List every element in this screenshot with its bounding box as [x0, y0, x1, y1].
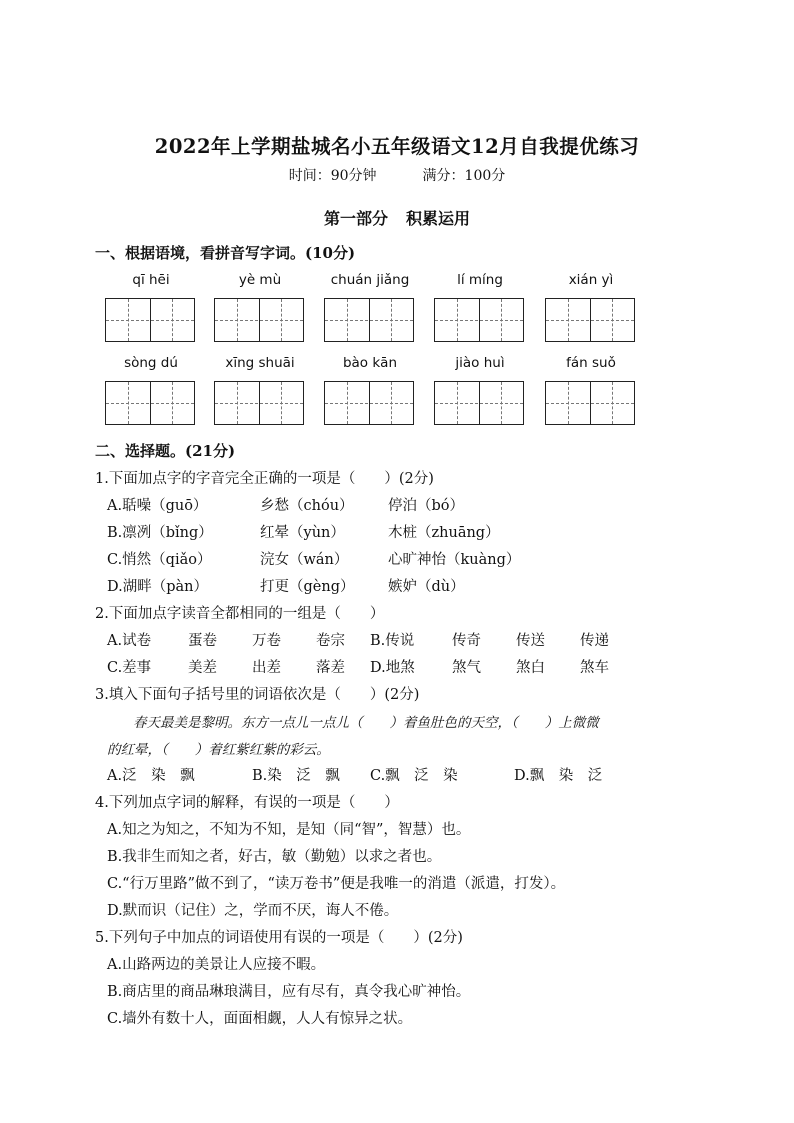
- option-text: C.悄然（qiǎo）: [107, 552, 212, 568]
- time-limit: 时间：90分钟: [288, 168, 377, 184]
- option-text: 红晕（yùn）: [260, 525, 345, 541]
- option-text: 落差: [316, 660, 345, 676]
- passage-line: 的红晕，（ ）着红紫红紫的彩云。: [107, 742, 330, 758]
- option-text: 心旷神怡（kuàng）: [388, 552, 521, 568]
- answer-grid[interactable]: [105, 381, 195, 425]
- option-text: D.飘 染 泛: [514, 768, 603, 784]
- option-text: 美差: [188, 660, 217, 676]
- option-text: A.泛 染 飘: [107, 768, 195, 784]
- question-stem: 5.下列句子中加点的词语使用有误的一项是（ ）(2分): [95, 930, 463, 946]
- pinyin-label: bào kān: [342, 355, 398, 371]
- answer-grid[interactable]: [324, 298, 414, 342]
- answer-grid[interactable]: [545, 298, 635, 342]
- answer-grid[interactable]: [434, 298, 524, 342]
- pinyin-label: qī hēi: [132, 272, 170, 288]
- answer-grid[interactable]: [545, 381, 635, 425]
- option-text: 打更（gèng）: [260, 579, 355, 595]
- option-text: 传递: [580, 633, 609, 649]
- option-text: B.染 泛 飘: [252, 768, 340, 784]
- question-stem: 4.下列加点字词的解释，有误的一项是（ ）: [95, 795, 399, 811]
- answer-grid[interactable]: [434, 381, 524, 425]
- part-name: 积累运用: [406, 209, 471, 228]
- option-text: 出差: [252, 660, 281, 676]
- option-text: B.凛冽（bǐng）: [107, 525, 213, 541]
- option-text: 传送: [516, 633, 545, 649]
- option-text: D.湖畔（pàn）: [107, 579, 208, 595]
- option-text: 煞车: [580, 660, 609, 676]
- option-text: A.知之为知之，不知为不知，是知（同“智”，智慧）也。: [107, 822, 471, 838]
- option-text: 卷宗: [316, 633, 345, 649]
- option-text: C.墙外有数十人，面面相觑，人人有惊异之状。: [107, 1011, 413, 1027]
- pinyin-label: yè mù: [238, 272, 282, 288]
- pinyin-label: chuán jiǎng: [330, 272, 410, 288]
- full-score: 满分：100分: [422, 168, 506, 184]
- exam-meta: [0, 165, 794, 185]
- option-text: 停泊（bó）: [388, 498, 465, 514]
- question-stem: 2.下面加点字读音全都相同的一组是（ ）: [95, 606, 385, 622]
- option-text: B.商店里的商品琳琅满目，应有尽有，真令我心旷神怡。: [107, 984, 471, 1000]
- page-title: 2022年上学期盐城名小五年级语文12月自我提优练习: [154, 135, 640, 158]
- pinyin-label: xián yì: [568, 272, 614, 288]
- option-text: 嫉妒（dù）: [388, 579, 465, 595]
- part-label: 第一部分: [323, 209, 388, 228]
- option-text: B.我非生而知之者，好古，敏（勤勉）以求之者也。: [107, 849, 442, 865]
- option-text: A.聒噪（guō）: [107, 498, 208, 514]
- option-text: 木桩（zhuāng）: [388, 525, 500, 541]
- option-text: 煞白: [516, 660, 545, 676]
- option-text: 乡愁（chóu）: [260, 498, 354, 514]
- answer-grid[interactable]: [105, 298, 195, 342]
- question-stem: 1.下面加点字的字音完全正确的一项是（ ）(2分): [95, 471, 434, 487]
- part-heading: [0, 206, 794, 229]
- question-stem: 3.填入下面句子括号里的词语依次是（ ）(2分): [95, 687, 420, 703]
- option-text: A.试卷: [107, 633, 152, 649]
- option-text: D.地煞: [370, 660, 415, 676]
- answer-grid[interactable]: [324, 381, 414, 425]
- option-text: 蛋卷: [188, 633, 217, 649]
- option-text: 浣女（wán）: [260, 552, 349, 568]
- option-text: D.默而识（记住）之，学而不厌，诲人不倦。: [107, 903, 399, 919]
- option-text: A.山路两边的美景让人应接不暇。: [107, 957, 326, 973]
- passage-line: 春天最美是黎明。东方一点儿一点儿（ ）着鱼肚色的天空，（ ）上微微: [133, 715, 599, 731]
- option-text: C.飘 泛 染: [370, 768, 458, 784]
- pinyin-label: fán suǒ: [566, 355, 616, 371]
- option-text: 传奇: [452, 633, 481, 649]
- option-text: 煞气: [452, 660, 481, 676]
- option-text: C.差事: [107, 660, 152, 676]
- pinyin-label: lí míng: [457, 272, 503, 288]
- option-text: 万卷: [252, 633, 281, 649]
- option-text: B.传说: [370, 633, 415, 649]
- option-text: C.“行万里路”做不到了，“读万卷书”便是我唯一的消遣（派遣，打发）。: [107, 876, 566, 892]
- section1-heading: 一、根据语境，看拼音写字词。(10分): [95, 244, 356, 262]
- answer-grid[interactable]: [214, 298, 304, 342]
- answer-grid[interactable]: [214, 381, 304, 425]
- pinyin-label: sòng dú: [124, 355, 178, 371]
- pinyin-label: jiào huì: [455, 355, 505, 371]
- section2-heading: 二、选择题。(21分): [95, 442, 236, 460]
- pinyin-label: xīng shuāi: [225, 355, 295, 371]
